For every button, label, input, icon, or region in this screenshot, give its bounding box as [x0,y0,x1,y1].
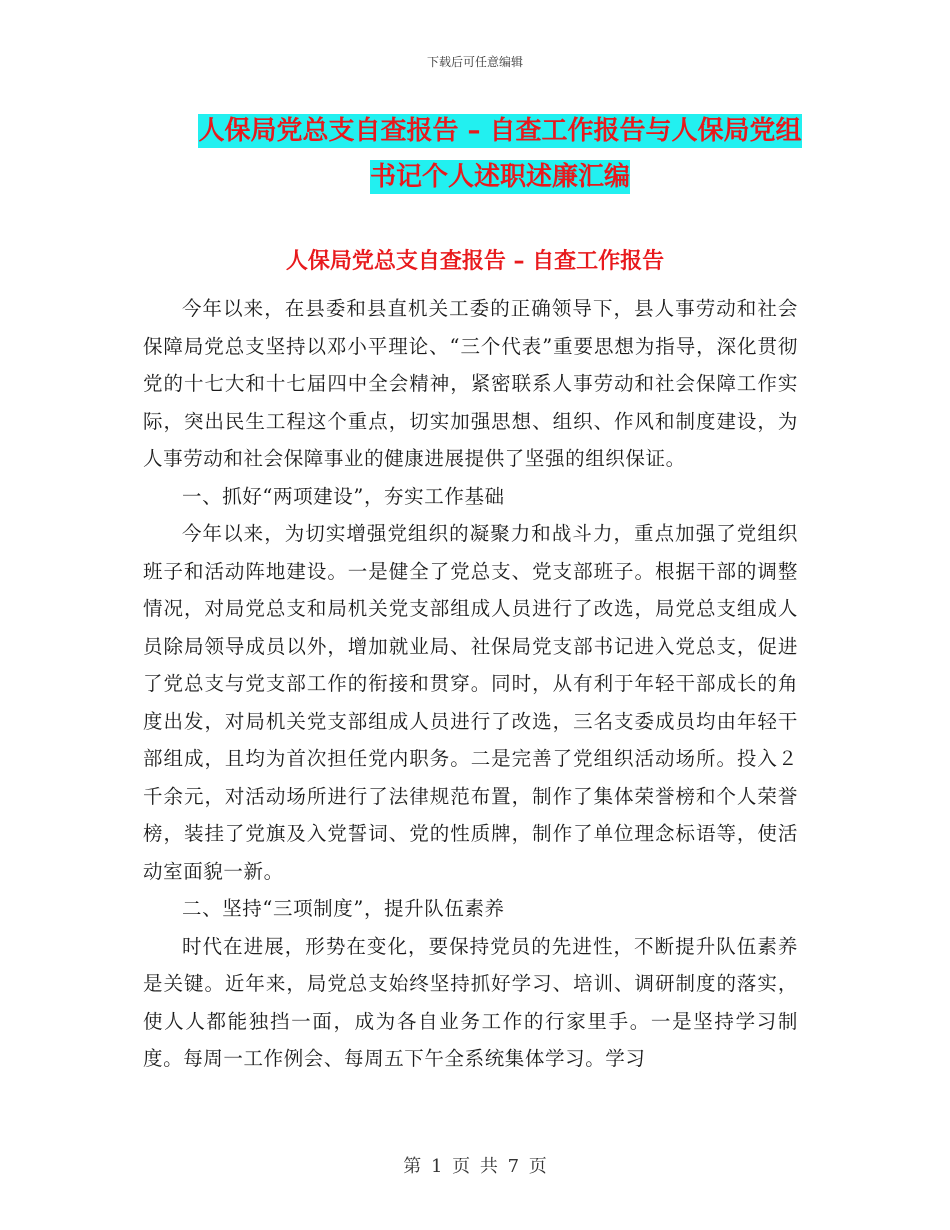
body-text [143,290,798,1078]
heading-section-1: 一、抓好“两项建设”，夯实工作基础 [182,484,505,508]
page-footer: 第 1 页 共 7 页 [403,1156,547,1177]
paragraph-section-2: 时代在进展，形势在变化，要保持党员的先进性，不断提升队伍素养是关键。近年来，局党总支始终坚持抓好学习、培训、调研制度的落实，使人人都能独挡一面，成为各自业务工作的行家里手。一是坚持学习制度。每周一工作例会、每周五下午全系统集体学习。学习 [143,934,798,1070]
document-title [150,108,850,200]
paragraph-intro: 今年以来，在县委和县直机关工委的正确领导下，县人事劳动和社会保障局党总支坚持以邓小平理论、“三个代表”重要思想为指导，深化贯彻党的十七大和十七届四中全会精神，紧密联系人事劳动和社会保障工作实际，突出民生工程这个重点，切实加强思想、组织、作风和制度建设，为人事劳动和社会保障事业的健康进展提供了坚强的组织保证。 [143,297,798,470]
paragraph-section-1: 今年以来，为切实增强党组织的凝聚力和战斗力，重点加强了党组织班子和活动阵地建设。一是健全了党总支、党支部班子。根据干部的调整情况，对局党总支和局机关党支部组成人员进行了改选，局党总支组成人员除局领导成员以外，增加就业局、社保局党支部书记进入党总支，促进了党总支与党支部工作的衔接和贯穿。同时，从有利于年轻干部成长的角度出发，对局机关党支部组成人员进行了改选，三名支委成员均由年轻干部组成，且均为首次担任党内职务。二是完善了党组织活动场所。投入２千余元，对活动场所进行了法律规范布置，制作了集体荣誉榜和个人荣誉榜，装挂了党旗及入党誓词、党的性质牌，制作了单位理念标语等，使活动室面貌一新。 [143,522,798,883]
section-title: 人保局党总支自查报告 – 自查工作报告 [285,249,665,274]
header-note: 下载后可任意编辑 [426,55,523,69]
title-line-1: 人保局党总支自查报告 – 自查工作报告与人保局党组 [198,116,802,146]
heading-section-2: 二、坚持“三项制度”，提升队伍素养 [182,897,505,920]
title-line-2: 书记个人述职述廉汇编 [369,162,630,192]
